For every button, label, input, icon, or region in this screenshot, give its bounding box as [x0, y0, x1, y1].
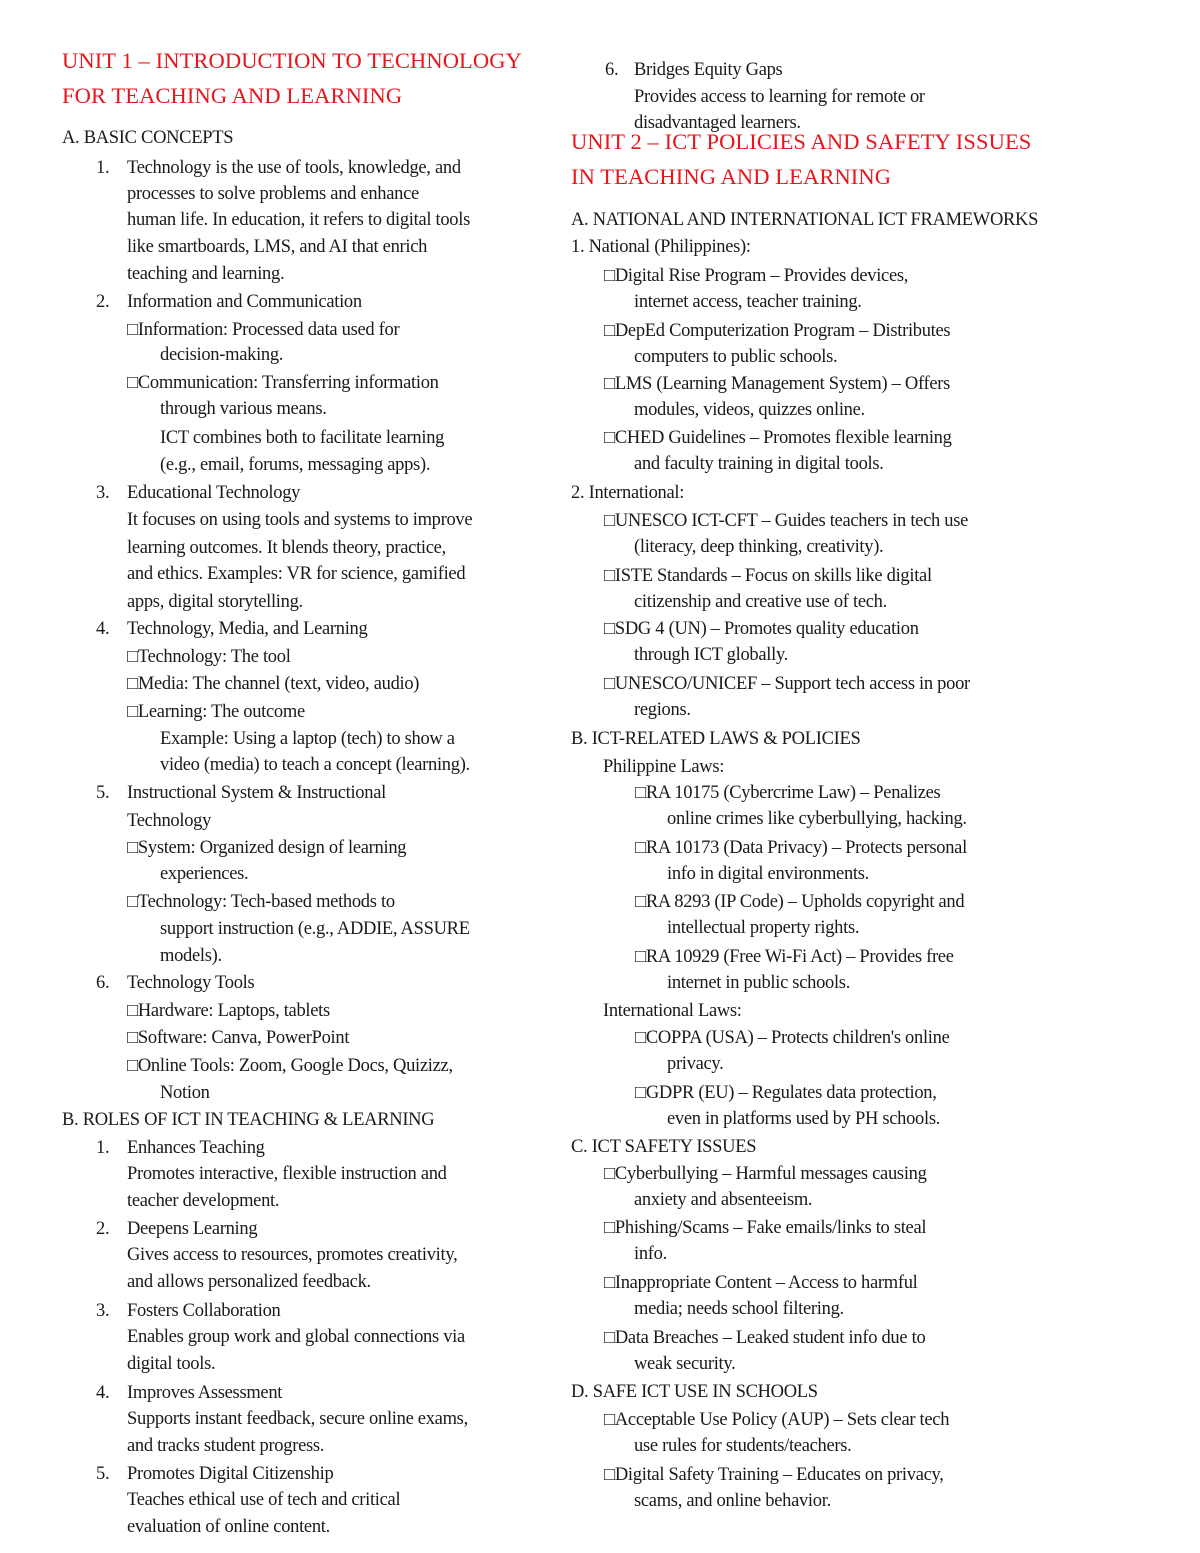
bullet-item: □Cyberbullying – Harmful messages causing: [604, 1164, 927, 1184]
bullet-item: □ISTE Standards – Focus on skills like digital: [604, 566, 932, 586]
list-item-text: apps, digital storytelling.: [127, 592, 303, 612]
list-item-text: Teaches ethical use of tech and critical: [127, 1490, 401, 1510]
subsection-label: 2. International:: [571, 483, 685, 503]
list-number: 5.: [96, 783, 110, 803]
bullet-continuation: through ICT globally.: [634, 645, 789, 665]
list-number: 6.: [96, 973, 110, 993]
bullet-continuation: regions.: [634, 700, 691, 720]
bullet-continuation: and faculty training in digital tools.: [634, 454, 884, 474]
list-item-text: Supports instant feedback, secure online exams,: [127, 1409, 468, 1429]
list-item-title: Promotes Digital Citizenship: [127, 1464, 334, 1484]
bullet-item: □Software: Canva, PowerPoint: [127, 1028, 350, 1048]
bullet-item: □Media: The channel (text, video, audio): [127, 674, 420, 694]
bullet-item: □Technology: Tech-based methods to: [127, 892, 395, 912]
bullet-item: □LMS (Learning Management System) – Offers: [604, 374, 951, 394]
bullet-item: □RA 10175 (Cybercrime Law) – Penalizes: [635, 783, 941, 803]
list-item-title: Technology Tools: [127, 973, 255, 993]
list-item-title: Technology: [127, 811, 212, 831]
section-heading: D. SAFE ICT USE IN SCHOOLS: [571, 1382, 818, 1402]
bullet-continuation: citizenship and creative use of tech.: [634, 592, 887, 612]
list-number: 1.: [96, 1138, 110, 1158]
list-item-text: Provides access to learning for remote or: [634, 87, 925, 107]
section-heading: B. ROLES OF ICT IN TEACHING & LEARNING: [62, 1110, 435, 1130]
list-item-title: Fosters Collaboration: [127, 1301, 281, 1321]
bullet-continuation: intellectual property rights.: [667, 918, 860, 938]
bullet-item: □Acceptable Use Policy (AUP) – Sets clear tech: [604, 1410, 950, 1430]
bullet-continuation: through various means.: [160, 399, 327, 419]
list-item-text: teaching and learning.: [127, 264, 285, 284]
bullet-continuation: internet in public schools.: [667, 973, 851, 993]
list-item-text: and allows personalized feedback.: [127, 1272, 371, 1292]
bullet-item: □RA 10173 (Data Privacy) – Protects personal: [635, 838, 967, 858]
bullet-item: □Inappropriate Content – Access to harmful: [604, 1273, 918, 1293]
bullet-item: □DepEd Computerization Program – Distributes: [604, 321, 951, 341]
bullet-continuation: Notion: [160, 1083, 210, 1103]
subsection-label: 1. National (Philippines):: [571, 237, 751, 257]
unit-title: UNIT 2 – ICT POLICIES AND SAFETY ISSUES: [571, 129, 1032, 154]
list-item-text: processes to solve problems and enhance: [127, 184, 419, 204]
bullet-item: □RA 8293 (IP Code) – Upholds copyright and: [635, 892, 965, 912]
bullet-continuation: scams, and online behavior.: [634, 1491, 831, 1511]
subsection-label: Philippine Laws:: [603, 757, 725, 777]
bullet-item: □Learning: The outcome: [127, 702, 305, 722]
bullet-continuation: modules, videos, quizzes online.: [634, 400, 865, 420]
list-item-text: teacher development.: [127, 1191, 280, 1211]
bullet-continuation: privacy.: [667, 1054, 724, 1074]
note-text: (e.g., email, forums, messaging apps).: [160, 455, 431, 475]
list-number: 1.: [96, 158, 110, 178]
bullet-continuation: experiences.: [160, 864, 249, 884]
unit-title: UNIT 1 – INTRODUCTION TO TECHNOLOGY: [62, 48, 522, 73]
bullet-item: □COPPA (USA) – Protects children's online: [635, 1028, 950, 1048]
bullet-continuation: media; needs school filtering.: [634, 1299, 844, 1319]
bullet-continuation: online crimes like cyberbullying, hacking.: [667, 809, 967, 829]
bullet-item: □Information: Processed data used for: [127, 320, 400, 340]
unit-title: IN TEACHING AND LEARNING: [571, 164, 892, 189]
bullet-continuation: support instruction (e.g., ADDIE, ASSURE: [160, 919, 470, 939]
list-number: 6.: [605, 60, 619, 80]
list-number: 4.: [96, 1383, 110, 1403]
bullet-continuation: info in digital environments.: [667, 864, 869, 884]
list-item-text: digital tools.: [127, 1354, 216, 1374]
bullet-item: □Phishing/Scams – Fake emails/links to steal: [604, 1218, 927, 1238]
list-item-title: Deepens Learning: [127, 1219, 258, 1239]
bullet-continuation: even in platforms used by PH schools.: [667, 1109, 941, 1129]
bullet-continuation: weak security.: [634, 1354, 736, 1374]
list-number: 3.: [96, 483, 110, 503]
list-item-title: Bridges Equity Gaps: [634, 60, 783, 80]
section-heading: B. ICT-RELATED LAWS & POLICIES: [571, 729, 861, 749]
bullet-item: □RA 10929 (Free Wi-Fi Act) – Provides free: [635, 947, 954, 967]
list-item-text: like smartboards, LMS, and AI that enrich: [127, 237, 428, 257]
bullet-continuation: decision-making.: [160, 345, 284, 365]
list-item-text: and ethics. Examples: VR for science, gamified: [127, 564, 466, 584]
bullet-item: □UNESCO/UNICEF – Support tech access in poor: [604, 674, 970, 694]
note-text: Example: Using a laptop (tech) to show a: [160, 729, 455, 749]
list-item-text: human life. In education, it refers to digital tools: [127, 210, 471, 230]
bullet-item: □UNESCO ICT-CFT – Guides teachers in tech use: [604, 511, 969, 531]
bullet-continuation: use rules for students/teachers.: [634, 1436, 852, 1456]
bullet-item: □GDPR (EU) – Regulates data protection,: [635, 1083, 937, 1103]
list-item-text: and tracks student progress.: [127, 1436, 325, 1456]
bullet-item: □Hardware: Laptops, tablets: [127, 1001, 330, 1021]
note-text: video (media) to teach a concept (learning).: [160, 755, 470, 775]
bullet-continuation: computers to public schools.: [634, 347, 838, 367]
list-item-text: Enables group work and global connections via: [127, 1327, 465, 1347]
bullet-continuation: (literacy, deep thinking, creativity).: [634, 537, 884, 557]
list-item-title: Improves Assessment: [127, 1383, 283, 1403]
list-item-text: learning outcomes. It blends theory, practice,: [127, 538, 446, 558]
section-heading: A. NATIONAL AND INTERNATIONAL ICT FRAMEWORKS: [571, 210, 1039, 230]
subsection-label: International Laws:: [603, 1001, 742, 1021]
list-number: 5.: [96, 1464, 110, 1484]
bullet-item: □System: Organized design of learning: [127, 838, 407, 858]
bullet-item: □Data Breaches – Leaked student info due to: [604, 1328, 926, 1348]
bullet-continuation: models).: [160, 946, 222, 966]
bullet-item: □CHED Guidelines – Promotes flexible learning: [604, 428, 952, 448]
list-item-title: Enhances Teaching: [127, 1138, 265, 1158]
list-number: 3.: [96, 1301, 110, 1321]
list-item-text: evaluation of online content.: [127, 1517, 330, 1537]
note-text: ICT combines both to facilitate learning: [160, 428, 445, 448]
list-number: 2.: [96, 292, 110, 312]
bullet-continuation: info.: [634, 1244, 667, 1264]
bullet-item: □Technology: The tool: [127, 647, 291, 667]
list-item-title: Information and Communication: [127, 292, 362, 312]
bullet-item: □Online Tools: Zoom, Google Docs, Quizizz,: [127, 1056, 453, 1076]
list-number: 4.: [96, 619, 110, 639]
list-item-title: Technology, Media, and Learning: [127, 619, 368, 639]
list-item-title: Instructional System & Instructional: [127, 783, 386, 803]
unit-title: FOR TEACHING AND LEARNING: [62, 83, 403, 108]
bullet-continuation: internet access, teacher training.: [634, 292, 862, 312]
list-item-title: Educational Technology: [127, 483, 301, 503]
list-item-text: Technology is the use of tools, knowledge, and: [127, 158, 461, 178]
bullet-continuation: anxiety and absenteeism.: [634, 1190, 813, 1210]
bullet-item: □Communication: Transferring information: [127, 373, 439, 393]
list-item-text: It focuses on using tools and systems to improve: [127, 510, 473, 530]
section-heading: C. ICT SAFETY ISSUES: [571, 1137, 757, 1157]
list-item-text: disadvantaged learners.: [634, 113, 801, 133]
list-item-text: Gives access to resources, promotes creativity,: [127, 1245, 458, 1265]
bullet-item: □SDG 4 (UN) – Promotes quality education: [604, 619, 919, 639]
list-item-text: Promotes interactive, flexible instruction and: [127, 1164, 447, 1184]
bullet-item: □Digital Rise Program – Provides devices,: [604, 266, 909, 286]
section-heading: A. BASIC CONCEPTS: [62, 128, 234, 148]
bullet-item: □Digital Safety Training – Educates on privacy,: [604, 1465, 944, 1485]
list-number: 2.: [96, 1219, 110, 1239]
